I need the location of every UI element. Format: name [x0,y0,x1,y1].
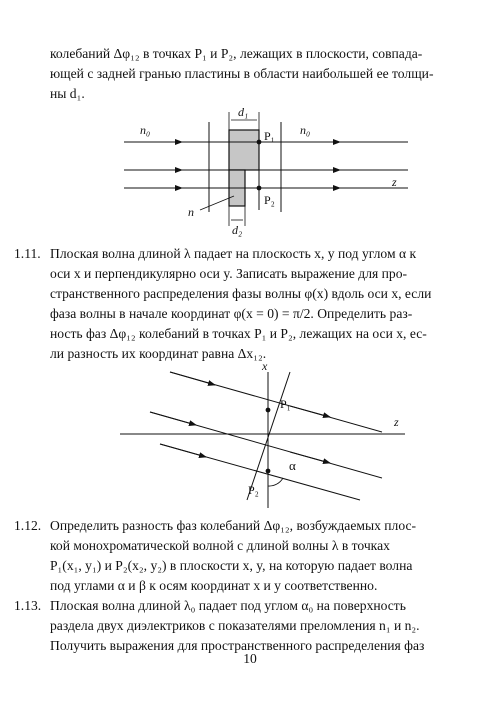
label-p2: P₂ [264,193,275,207]
text-line: ли разность их координат равна Δx₁₂. [50,346,267,361]
text-line: под углами α и β к осям координат x и y соответственно. [50,578,378,593]
label-p1: P₁ [280,397,291,411]
label-x: x [262,359,268,373]
text-line: Плоская волна длиной λ падает на плоскость x, y под углом α к [50,246,417,261]
text-line: колебаний Δφ₁₂ в точках P₁ и P₂, лежащих в плоскости, совпада- [50,46,423,61]
label-n0-left: n₀ [140,123,151,137]
label-n: n [188,205,194,219]
problem-number: 1.13. [14,598,42,613]
label-z: z [394,415,399,429]
page-number: 10 [243,651,257,666]
label-n0-right: n₀ [300,123,311,137]
label-p2: P₂ [248,483,259,497]
text-line: Плоская волна длиной λ₀ падает под углом α₀ на поверхность [50,598,406,613]
problem-text [50,596,454,656]
problem-1-13 [14,596,454,656]
text-line: P₁(x₁, y₁) и P₂(x₂, y₂) в плоскости x, y, на которую падает волна [50,558,413,573]
text-line: Получить выражения для пространственного распределения фаз [50,638,425,653]
text-line: ющей с задней гранью пластины в области наибольшей ее толщи- [50,66,434,81]
label-d1: d₁ [238,105,249,119]
label-d2: d₂ [232,223,243,237]
text-line: раздела двух диэлектриков с показателями преломления n₁ и n₂. [50,618,420,633]
text-line: странственного распределения фазы волны φ(x) вдоль оси x, если [50,286,432,301]
angle-arc [268,478,283,486]
text-line: кой монохроматической волной с длиной волны λ в точках [50,538,390,553]
point-p2 [266,469,271,474]
text-line: оси x и перпендикулярно оси y. Записать выражение для про- [50,266,408,281]
point-p1 [266,408,271,413]
label-z: z [392,175,397,189]
label-alpha: α [289,458,296,473]
problem-1-12 [14,516,454,596]
text-line: ность фаз Δφ₁₂ колебаний в точках P₁ и P₂, лежащих на оси x, ес- [50,326,427,341]
problem-text [50,516,454,596]
text-line: Определить разность фаз колебаний Δφ₁₂, возбуждаемых плос- [50,518,417,533]
text-line: ны d₁. [50,86,85,101]
label-p1: P₁ [264,129,275,143]
problem-number: 1.11. [14,246,41,261]
text-line: фаза волны в начале координат φ(x = 0) = π/2. Определить раз- [50,306,413,321]
problem-number: 1.12. [14,518,42,533]
